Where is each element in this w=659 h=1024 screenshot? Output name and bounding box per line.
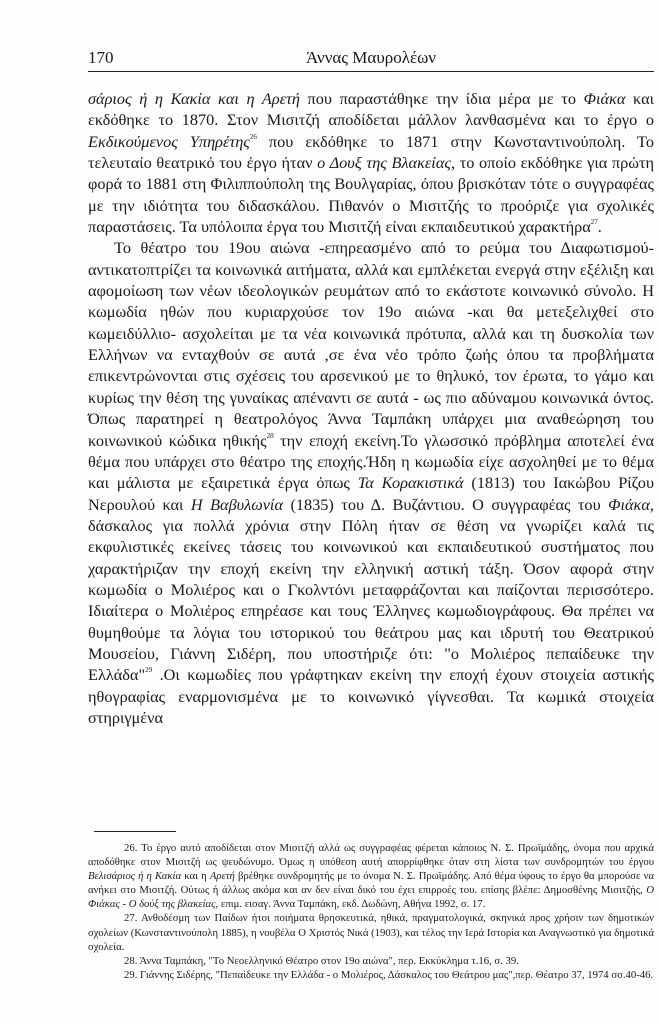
footnote-marker: 28 (266, 431, 274, 440)
italic-text: Φιάκα (608, 494, 650, 514)
page-number: 170 (88, 48, 114, 67)
text-run: 26. Το έργο αυτό αποδίδεται στον Μισιτζή αλλά ως συγγραφέας φέρεται κάποιος Ν. Σ. Πρωϊμάδης, όνομα που αρχικά αποδόθηκε στον Μισιτζή ως ψευδώνυμο. Όμως η υπόθεση αυτή απορρίφθηκε όταν στη λίστα των συνδρομητών του έργου (88, 842, 654, 869)
italic-text: Φιάκα (583, 89, 626, 108)
header-rule (88, 71, 654, 72)
italic-text: Τα Κορακιστικά (357, 473, 464, 493)
text-run: που εκδόθηκε το 1871 στην Κωνσταντινούπολη. Το τελευταίο θεατρικό του έργο ήταν (88, 131, 654, 173)
footnote-marker: 29 (145, 666, 153, 675)
text-run: , επιμ. εισαγ. Άννα Ταμπάκη, εκδ. Δωδώνη, Αθήνα 1992, σ. 17. (215, 898, 486, 911)
footnote-marker: 27 (590, 218, 598, 227)
italic-text: Ο Φιάκας - Ο δούξ της βλακείας (88, 884, 654, 911)
footnotes (88, 841, 654, 982)
italic-text: ο Δουξ της Βλακείας (317, 153, 451, 173)
italic-text: σάριος ή η Κακία και η Αρετή (88, 89, 300, 108)
italic-text: Βελισάριος ή η Κακία (88, 870, 182, 883)
footnote-rule (94, 831, 176, 832)
text-run: , δάσκαλος για πολλά χρόνια στην Πόλη ήταν σε θέση να γνωρίζει καλά τις εκφυλιστικές εκείνες τάσεις του κοινωνικού και εκπαιδευτικού συστήματος που χαρακτήριζαν την εποχή εκείνη την ελληνική αστική τάξη. Όσον αφορά στην κωμωδία ο Μολιέρος και ο Γκολντόνι μεταφράζονται και παίζονται περισσότερο. Ιδιαίτερα ο Μολιέρος επηρέασε και τους Έλληνες κωμωδιογράφους. Θα πρέπει να θυμηθούμε τα λόγια του ιστορικού του θεάτρου μας και ιδρυτή του Θεατρικού Μουσείου, Γιάννη Σιδέρη, που υποστήριζε ότι: "ο Μολιέρος πεπαίδευκε την Ελλάδα" (88, 494, 654, 685)
text-run: , το οποίο εκδόθηκε για πρώτη φορά το 1881 στη Φιλιππούπολη της Βουλγαρίας, όπου βρισκόταν τότε ο συγγραφέας με την ιδιότητα του διδασκάλου. Πιθανόν ο Μισιτζής το προόριζε για σχολικές παραστάσεις. Τα υπόλοιπα έργα του Μισιτζή είναι εκπαιδευτικού χαρακτήρα (88, 153, 654, 237)
footnote-27 (88, 911, 654, 953)
text-run: 28. Άννα Ταμπάκη, "Το Νεοελληνικό Θέατρο στον 19ο αιώνα", περ. Εκκύκλημα τ.16, σ. 39. (124, 954, 519, 967)
text-run: Το θέατρο του 19ου αιώνα -επηρεασμένο από το ρεύμα του Διαφωτισμού- αντικατοπτρίζει τα κοινωνικά αιτήματα, αλλά και εμπλέκεται ενεργά στην εξέλιξη και αφομοίωση των νέων ιδεολογικών ρευμάτων από το εκάστοτε κοινωνικό σύνολο. Η κωμωδία ηθών που κυριαρχούσε τον 19ο αιώνα -και θα μετεξελιχθεί στο κωμειδύλλιο- ασχολείται με τα νέα κοινωνικά πρότυπα, αλλά και τη δυσκολία των Ελλήνων να ενταχθούν σε αυτά ,σε ένα νέο τρόπο ζωής όπου τα προβλήματα επικεντρώνονται στις σχέσεις του αρσενικού με το θηλυκό, τον έρωτα, το γάμο και κυρίως την θέση της γυναίκας απέναντι σε αυτά - ως πιο αδύναμου κοινωνικά όντος. Όπως παρατηρεί η θεατρολόγος Άννα Ταμπάκη υπάρχει μια αναθεώρηση του κοινωνικού κώδικα ηθικής (88, 238, 654, 450)
text-run: (1813) του Ιακώβου Ρίζου Νερουλού και (88, 473, 655, 514)
italic-text: Η Βαβυλωνία (190, 494, 283, 514)
paragraph-theatre-19th-century (88, 237, 654, 728)
text-run: που παραστάθηκε την ίδια μέρα με το (299, 89, 584, 108)
text-run: (1835) του Δ. Βυζάντιου. Ο συγγραφέας του (283, 494, 609, 514)
text-run: 29. Γιάννης Σιδέρης, "Πεπαίδευκε την Ελλάδα - ο Μολιέρος, Δάσκαλος του Θεάτρου μας",περ. Θέατρο 37, 1974 σσ.40-46. (124, 968, 654, 981)
text-run: 27. Ανθοδέσμη των Παίδων ήτοι ποιήματα θρησκευτικά, ηθικά, πραγματολογικά, σκηνικά προς χρήσιν των δημοτικών σχολείων (Κωνσταντινούπολη 1885), η νουβέλα Ο Χριστός Νικά (1903), και τέλος την Ιερά Ιστορία και Αναγνωστικό για δημοτικά σχολεία. (88, 912, 654, 953)
italic-text: Αρετή (209, 870, 235, 883)
paragraph-continuation (88, 88, 654, 237)
text-run: .Οι κωμωδίες που γράφτηκαν εκείνη την εποχή έχουν στοιχεία αστικής ηθογραφίας εναρμονισμένα με το κοινωνικό γίγνεσθαι. Τα κωμικά στοιχεία στηριγμένα (88, 665, 654, 727)
footnote-29 (88, 968, 654, 982)
italic-text: Εκδικούμενος Υπηρέτης (88, 131, 250, 151)
body-text (88, 88, 654, 728)
text-run: την εποχή εκείνη.Το γλωσσικό πρόβλημα αποτελεί ένα θέμα που υπάρχει στο θέατρο της εποχής.Ήδη η κωμωδία είχε ασχοληθεί με το θέμα και μάλιστα με εξαιρετικά έργα όπως (88, 430, 654, 493)
text-run: . (597, 217, 602, 237)
text-run: βρέθηκε συνδρομητής με το όνομα Ν. Σ. Πρωϊμάδης. Από θέμα ύφους το έργο θα μπορούσε να ανήκει στο Μισιτζή. Ούτως ή άλλως ακόμα και αν δεν είναι δικό του έχει επιρροές του. επίσης βλέπε: Δημοσθένης Μισιτζής, (88, 870, 655, 897)
text-run: και η (181, 870, 210, 883)
footnote-26 (88, 841, 654, 911)
footnote-marker: 26 (249, 132, 257, 141)
text-run: και εκδόθηκε το 1870. Στον Μισιτζή αποδίδεται μάλλον λανθασμένα και το έργο ο (88, 89, 654, 130)
footnote-28 (88, 954, 654, 968)
page-header (88, 46, 654, 70)
running-head: Άννας Μαυρολέων (306, 48, 436, 67)
